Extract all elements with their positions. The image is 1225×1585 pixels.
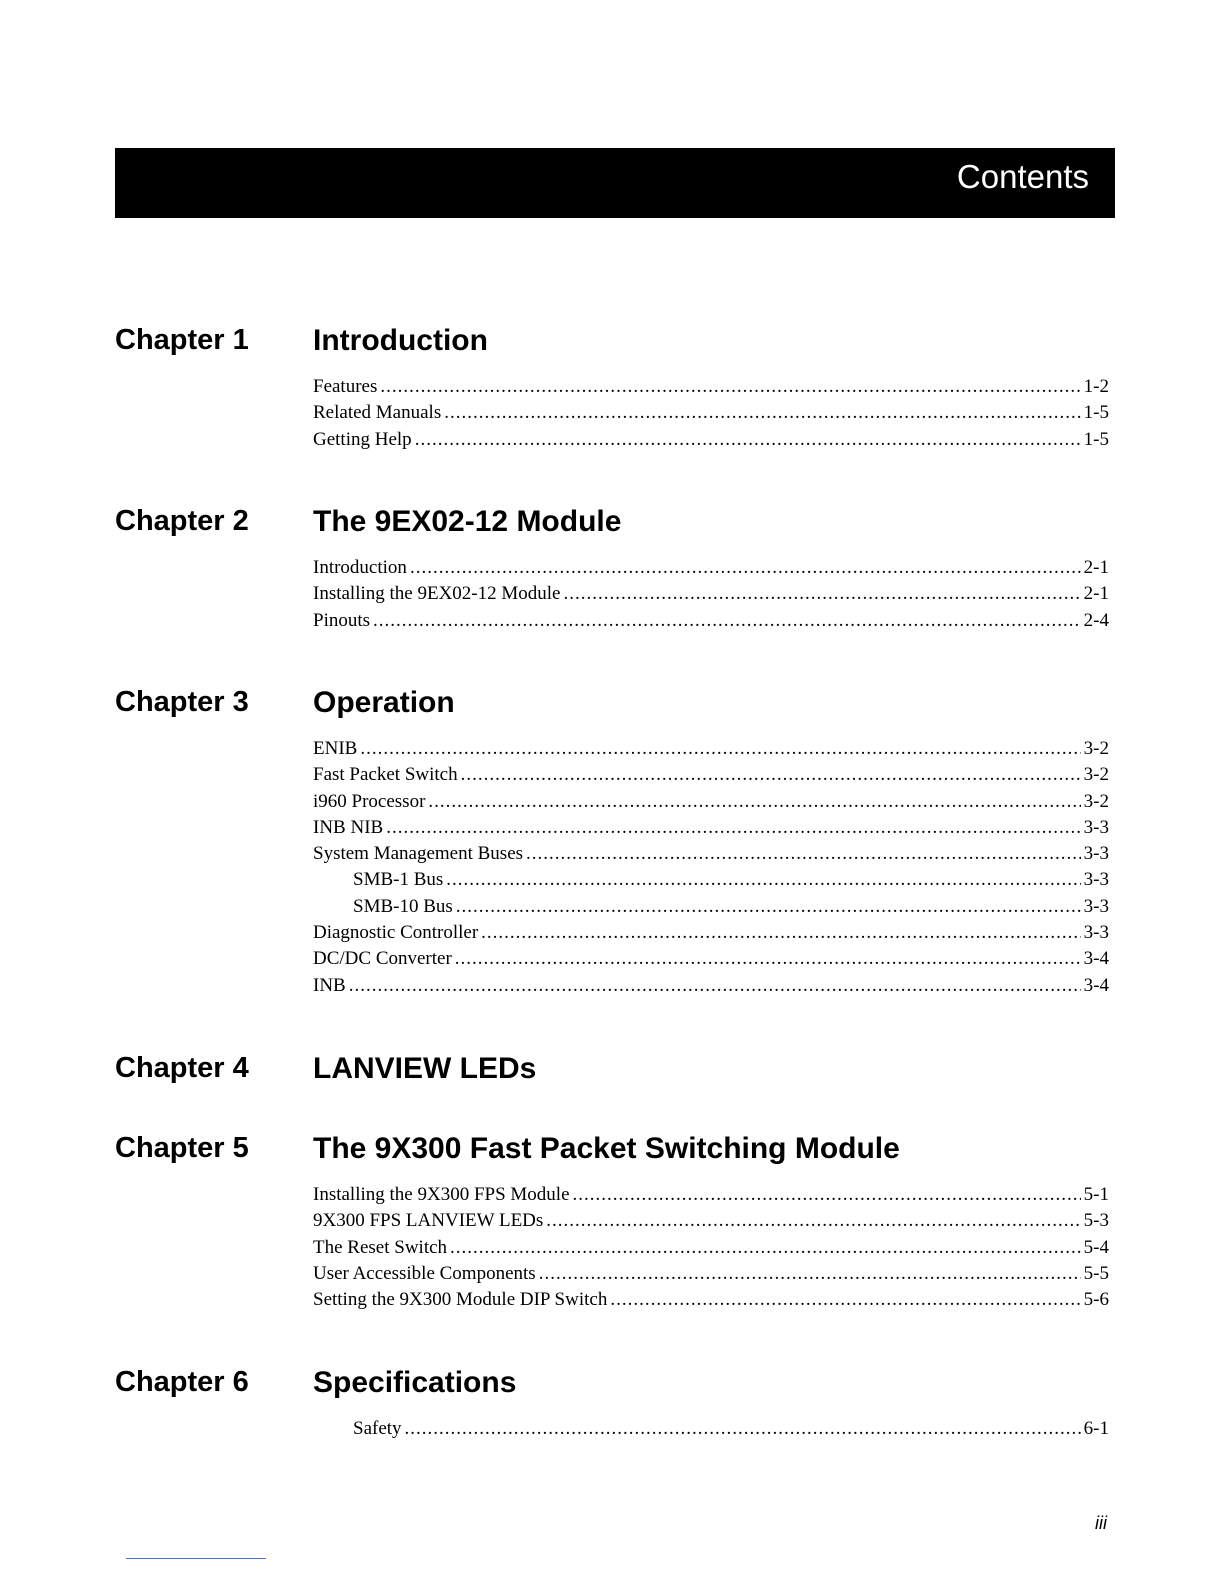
entry-title: The Reset Switch xyxy=(313,1236,448,1258)
entry-page: 2-4 xyxy=(1083,609,1109,631)
toc-entry[interactable] xyxy=(313,975,1109,1001)
entry-title: Introduction xyxy=(313,557,407,578)
toc-entry[interactable] xyxy=(313,817,1109,843)
chapter-title[interactable]: The 9X300 Fast Packet Switching Module xyxy=(313,1132,900,1165)
entry-title: INB NIB xyxy=(313,816,384,838)
entry-title: INB xyxy=(313,974,346,996)
entry-page: 3-3 xyxy=(1083,895,1109,917)
entry-page: 5-6 xyxy=(1083,1289,1109,1311)
entry-page: 3-4 xyxy=(1083,948,1109,970)
dot-leader xyxy=(428,791,1080,813)
toc-entry[interactable] xyxy=(313,1210,1109,1236)
toc-entry[interactable] xyxy=(313,764,1109,790)
dot-leader xyxy=(546,1210,1080,1232)
dot-leader xyxy=(386,817,1080,839)
page-title: Contents xyxy=(956,158,1089,195)
entry-title: Installing the 9EX02-12 Module xyxy=(313,583,561,605)
entry-title: Fast Packet Switch xyxy=(313,764,458,786)
dot-leader xyxy=(573,1184,1081,1206)
chapter-label: Chapter 4 xyxy=(115,1052,249,1084)
entry-page: 1-5 xyxy=(1083,402,1109,424)
toc-entries xyxy=(313,738,1109,1001)
toc-entry[interactable] xyxy=(313,429,1109,455)
entry-title: Diagnostic Controller xyxy=(313,922,479,944)
dot-leader xyxy=(373,610,1081,632)
toc-subentry[interactable] xyxy=(313,896,1109,922)
footer-rule xyxy=(126,1558,266,1559)
entry-page: 3-2 xyxy=(1083,738,1109,759)
toc-entries xyxy=(313,557,1109,636)
toc-subentry[interactable] xyxy=(313,1418,1109,1444)
entry-page: 3-3 xyxy=(1083,843,1109,865)
entry-title: SMB-1 Bus xyxy=(353,869,444,891)
entry-page: 3-4 xyxy=(1083,974,1109,996)
dot-leader xyxy=(455,948,1081,970)
dot-leader xyxy=(539,1263,1081,1285)
dot-leader xyxy=(405,1418,1081,1440)
entry-page: 3-2 xyxy=(1083,764,1109,786)
dot-leader xyxy=(450,1237,1081,1259)
toc-entry[interactable] xyxy=(313,791,1109,817)
dot-leader xyxy=(415,429,1081,451)
dot-leader xyxy=(380,376,1080,398)
chapter-label: Chapter 2 xyxy=(115,505,249,537)
dot-leader xyxy=(456,896,1081,918)
dot-leader xyxy=(410,557,1081,579)
chapter-label: Chapter 5 xyxy=(115,1132,249,1164)
chapter-label: Chapter 6 xyxy=(115,1366,249,1398)
toc-entries xyxy=(313,1418,1109,1444)
dot-leader xyxy=(564,583,1081,605)
toc-entry[interactable] xyxy=(313,1263,1109,1289)
entry-page: 5-1 xyxy=(1083,1184,1109,1205)
dot-leader xyxy=(444,402,1080,424)
entry-title: Safety xyxy=(353,1418,402,1439)
dot-leader xyxy=(461,764,1081,786)
chapter-title[interactable]: Operation xyxy=(313,686,455,719)
chapter-title[interactable]: Specifications xyxy=(313,1366,517,1399)
chapter-title[interactable]: LANVIEW LEDs xyxy=(313,1052,537,1085)
entry-page: 3-2 xyxy=(1083,790,1109,812)
toc-entries xyxy=(313,1184,1109,1315)
entry-title: i960 Processor xyxy=(313,790,426,812)
contents-banner xyxy=(115,148,1115,218)
entry-title: Setting the 9X300 Module DIP Switch xyxy=(313,1289,608,1311)
entry-title: Related Manuals xyxy=(313,402,442,424)
entry-page: 3-3 xyxy=(1083,869,1109,891)
entry-title: SMB-10 Bus xyxy=(353,895,453,917)
entry-page: 3-3 xyxy=(1083,922,1109,944)
toc-entry[interactable] xyxy=(313,948,1109,974)
entry-page: 1-5 xyxy=(1083,428,1109,450)
toc-entry[interactable] xyxy=(313,610,1109,636)
toc-entry[interactable] xyxy=(313,1184,1109,1210)
dot-leader xyxy=(360,738,1080,760)
dot-leader xyxy=(481,922,1081,944)
dot-leader xyxy=(446,869,1080,891)
entry-title: System Management Buses xyxy=(313,843,524,865)
entry-page: 2-1 xyxy=(1083,557,1109,578)
entry-title: Installing the 9X300 FPS Module xyxy=(313,1184,570,1205)
dot-leader xyxy=(610,1289,1080,1311)
toc-entry[interactable] xyxy=(313,557,1109,583)
toc-entry[interactable] xyxy=(313,376,1109,402)
entry-page: 5-4 xyxy=(1083,1236,1109,1258)
chapter-label: Chapter 3 xyxy=(115,686,249,718)
entry-title: Features xyxy=(313,376,378,397)
dot-leader xyxy=(349,975,1081,997)
entry-title: Getting Help xyxy=(313,428,412,450)
page-number: iii xyxy=(1095,1513,1107,1533)
entry-page: 6-1 xyxy=(1083,1418,1109,1439)
toc-entry[interactable] xyxy=(313,922,1109,948)
toc-entry[interactable] xyxy=(313,843,1109,869)
entry-page: 5-5 xyxy=(1083,1262,1109,1284)
entry-title: User Accessible Components xyxy=(313,1262,536,1284)
toc-entry[interactable] xyxy=(313,402,1109,428)
toc-subentry[interactable] xyxy=(313,869,1109,895)
chapter-title[interactable]: The 9EX02-12 Module xyxy=(313,505,622,538)
entry-page: 1-2 xyxy=(1083,376,1109,397)
entry-title: ENIB xyxy=(313,738,358,759)
entry-page: 5-3 xyxy=(1083,1210,1109,1232)
entry-title: Pinouts xyxy=(313,609,371,631)
entry-title: 9X300 FPS LANVIEW LEDs xyxy=(313,1210,544,1232)
toc-entry[interactable] xyxy=(313,583,1109,609)
toc-entry[interactable] xyxy=(313,738,1109,764)
dot-leader xyxy=(526,843,1081,865)
chapter-title[interactable]: Introduction xyxy=(313,324,488,357)
toc-entry[interactable] xyxy=(313,1237,1109,1263)
entry-title: DC/DC Converter xyxy=(313,948,452,970)
entry-page: 3-3 xyxy=(1083,816,1109,838)
toc-entry[interactable] xyxy=(313,1289,1109,1315)
chapter-label: Chapter 1 xyxy=(115,324,249,356)
toc-entries xyxy=(313,376,1109,455)
entry-page: 2-1 xyxy=(1083,583,1109,605)
